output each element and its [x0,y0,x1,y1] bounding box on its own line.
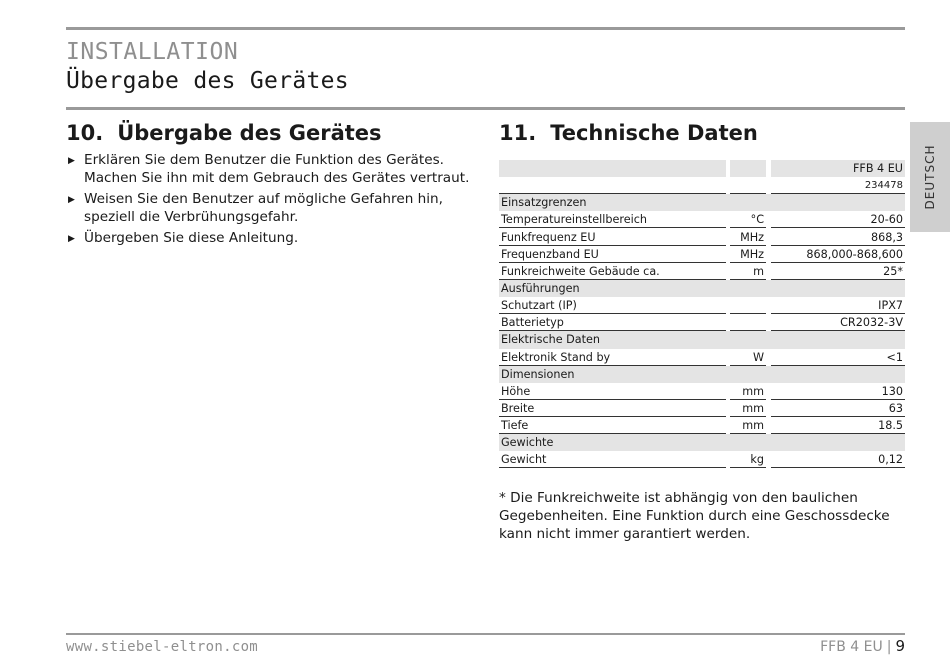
table-row [499,246,905,263]
section-10-number: 10. [66,121,104,145]
table-row [499,263,905,280]
chapter-title: INSTALLATION [66,39,239,65]
unit-cell: kg [730,451,766,468]
parameter-label: Tiefe [499,417,726,434]
section-10-heading [66,121,382,145]
unit-cell [730,314,766,331]
parameter-label: Gewicht [499,451,726,468]
section-11-number: 11. [499,121,537,145]
table-row [499,383,905,400]
group-label: Dimensionen [501,367,575,381]
section-11-heading [499,121,758,145]
table-row [499,229,905,246]
footer-rule [66,633,905,635]
table-row [499,400,905,417]
unit-cell: mm [730,400,766,417]
list-item: ▶ Weisen Sie den Benutzer auf mögliche Gefahren hin, speziell die Verbrühungsgefahr. [68,191,478,226]
table-article-row [499,177,905,194]
parameter-label: Funkfrequenz EU [499,229,726,246]
group-label: Ausführungen [501,281,580,295]
header-top-rule [66,27,905,30]
article-number: 234478 [771,177,905,194]
table-row [499,451,905,468]
parameter-label: Höhe [499,383,726,400]
value-cell: 63 [771,400,905,417]
parameter-label: Frequenzband EU [499,246,726,263]
language-tab-label: DEUTSCH [923,144,937,210]
footer-model: FFB 4 EU [820,639,883,655]
table-group-row [499,434,905,451]
table-group-row [499,366,905,383]
section-10-title: Übergabe des Gerätes [117,121,382,145]
table-header-row [499,160,905,177]
table-group-row [499,280,905,297]
value-cell: 18.5 [771,417,905,434]
model-header: FFB 4 EU [771,160,905,177]
parameter-label: Funkreichweite Gebäude ca. [499,263,726,280]
parameter-label: Breite [499,400,726,417]
range-footnote: * Die Funkreichweite ist abhängig von den baulichen Gegebenheiten. Eine Funktion durch eine Geschossdecke kann nicht immer garantiert werden. [499,490,890,542]
list-item: ▶ Übergeben Sie diese Anleitung. [68,230,478,248]
unit-cell: m [730,263,766,280]
list-item: ▶ Erklären Sie dem Benutzer die Funktion des Gerätes. Machen Sie ihn mit dem Gebrauch des Gerätes vertraut. [68,152,478,187]
table-group-row [499,194,905,211]
parameter-label: Temperatureinstellbereich [499,211,726,228]
group-label: Einsatzgrenzen [501,196,587,210]
group-label: Gewichte [501,436,554,450]
value-cell: 20-60 [771,211,905,228]
footer-page-info [820,637,905,655]
technical-data-table [499,160,905,469]
chapter-subtitle: Übergabe des Gerätes [66,68,349,94]
parameter-label: Schutzart (IP) [499,297,726,314]
unit-cell: W [730,349,766,366]
value-cell: 0,12 [771,451,905,468]
unit-cell: MHz [730,246,766,263]
value-cell: 25* [771,263,905,280]
parameter-label: Elektronik Stand by [499,349,726,366]
unit-cell: °C [730,211,766,228]
handover-instructions-list [68,152,478,252]
unit-cell [730,297,766,314]
table-row [499,417,905,434]
table-row [499,297,905,314]
table-row [499,314,905,331]
header-bottom-rule [66,107,905,110]
value-cell: IPX7 [771,297,905,314]
unit-cell: mm [730,417,766,434]
footer-separator: | [886,639,892,655]
page-number: 9 [895,637,905,655]
value-cell: CR2032-3V [771,314,905,331]
footer-website-link[interactable]: www.stiebel-eltron.com [66,639,259,655]
group-label: Elektrische Daten [501,333,600,347]
table-row [499,349,905,366]
value-cell: <1 [771,349,905,366]
unit-cell: mm [730,383,766,400]
value-cell: 868,000-868,600 [771,246,905,263]
section-11-title: Technische Daten [550,121,758,145]
table-row [499,211,905,228]
unit-cell: MHz [730,229,766,246]
table-group-row [499,331,905,348]
language-tab [910,122,950,232]
value-cell: 130 [771,383,905,400]
parameter-label: Batterietyp [499,314,726,331]
value-cell: 868,3 [771,229,905,246]
table-body [499,194,905,468]
